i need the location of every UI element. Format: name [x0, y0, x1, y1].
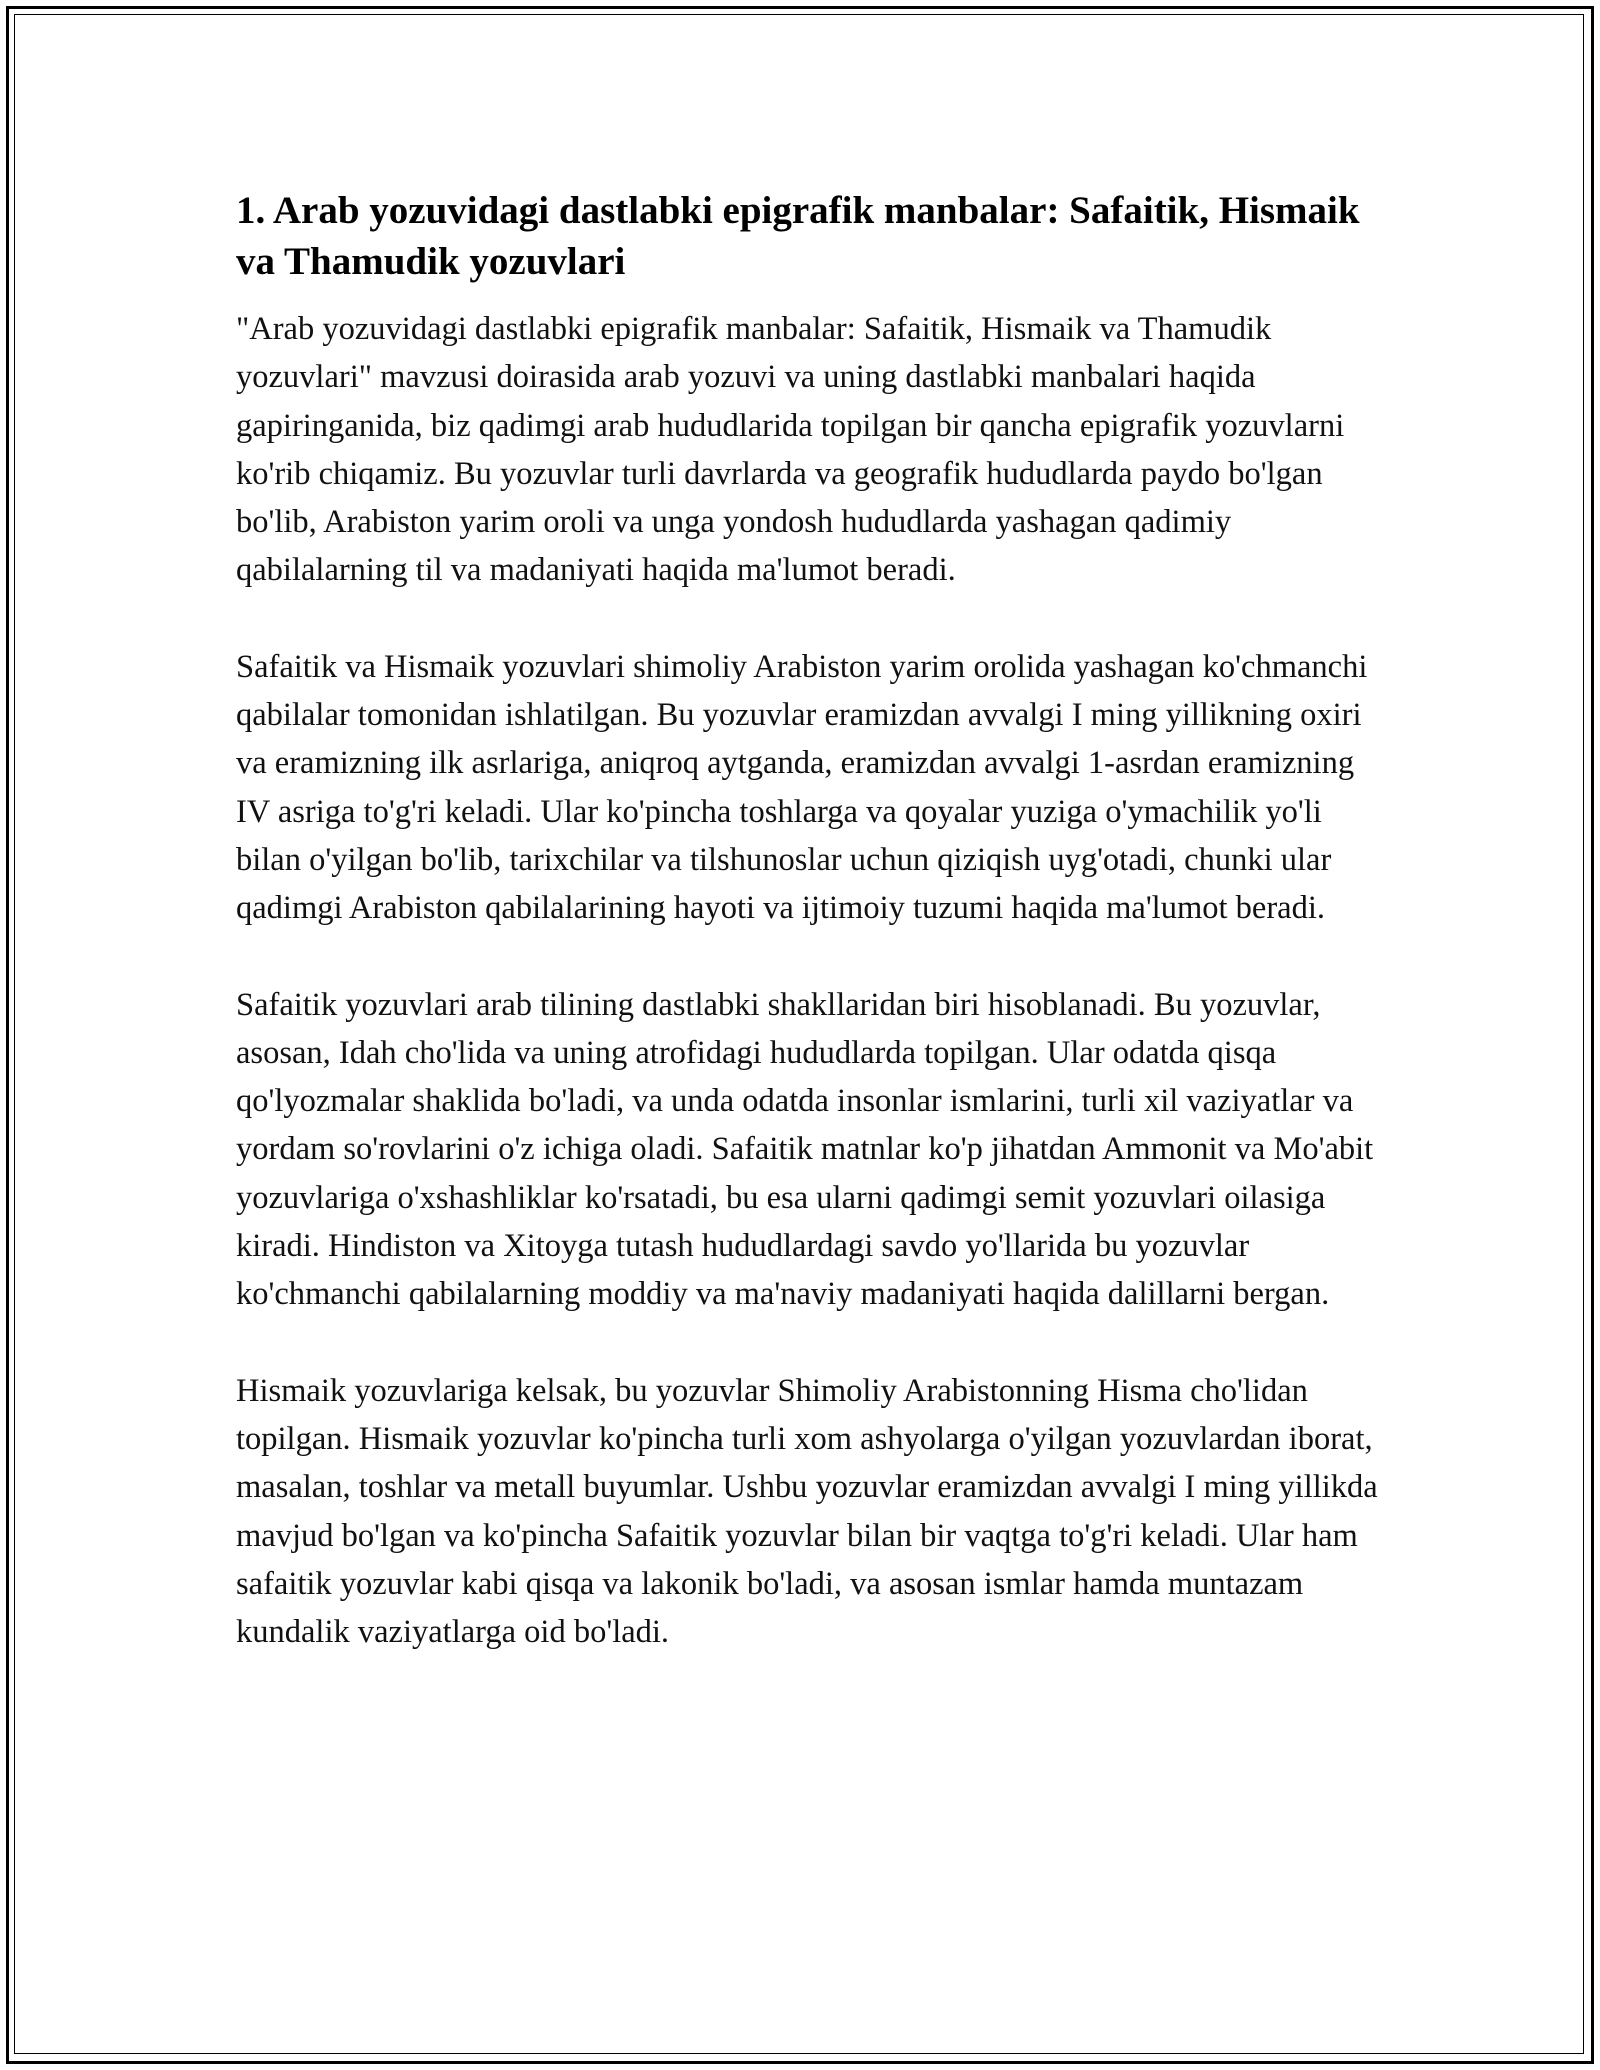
paragraph-hismaik: Hismaik yozuvlariga kelsak, bu yozuvlar Shimoliy Arabistonning Hisma cho'lidan topilgan. Hismaik yozuvlar ko'pincha turli xom ashyolarga o'yilgan yozuvlardan iborat, masalan, toshlar va metall buyumlar. Ushbu yozuvlar eramizdan avvalgi I ming yillikda mavjud bo'lgan va ko'pincha Safaitik yozuvlar bilan bir vaqtga to'g'ri keladi. Ular ham safaitik yozuvlar kabi qisqa va lakonik bo'ladi, va asosan ismlar hamda muntazam kundalik vaziyatlarga oid bo'ladi.: [236, 1372, 1378, 1651]
section-heading: 1. Arab yozuvidagi dastlabki epigrafik manbalar: Safaitik, Hismaik va Thamudik yozuvlari: [236, 189, 1360, 283]
paragraph-safaitik-hismaik: Safaitik va Hismaik yozuvlari shimoliy Arabiston yarim orolida yashagan ko'chmanchi qabilalar tomonidan ishlatilgan. Bu yozuvlar eramizdan avvalgi I ming yillikning oxiri va eramizning ilk asrlariga, aniqroq aytganda, eramizdan avvalgi 1-asrdan eramizning IV asriga to'g'ri keladi. Ular ko'pincha toshlarga va qoyalar yuziga o'ymachilik yo'li bilan o'yilgan bo'lib, tarixchilar va tilshunoslar uchun qiziqish uyg'otadi, chunki ular qadimgi Arabiston qabilalarining hayoti va ijtimoiy tuzumi haqida ma'lumot beradi.: [236, 648, 1368, 927]
paragraph-safaitik: Safaitik yozuvlari arab tilining dastlabki shakllaridan biri hisoblanadi. Bu yozuvlar, asosan, Idah cho'lida va uning atrofidagi hududlarda topilgan. Ular odatda qisqa qo'lyozmalar shaklida bo'ladi, va unda odatda insonlar ismlarini, turli xil vaziyatlar va yordam so'rovlarini o'z ichiga oladi. Safaitik matnlar ko'p jihatdan Ammonit va Mo'abit yozuvlariga o'xshashliklar ko'rsatadi, bu esa ularni qadimgi semit yozuvlari oilasiga kiradi. Hindiston va Xitoyga tutash hududlardagi savdo yo'llarida bu yozuvlar ko'chmanchi qabilalarning moddiy va ma'naviy madaniyati haqida dalillarni bergan.: [236, 986, 1374, 1313]
paragraph-intro: "Arab yozuvidagi dastlabki epigrafik manbalar: Safaitik, Hismaik va Thamudik yozuvlari" mavzusi doirasida arab yozuvi va uning dastlabki manbalari haqida gapiringanida, biz qadimgi arab hududlarida topilgan bir qancha epigrafik yozuvlarni ko'rib chiqamiz. Bu yozuvlar turli davrlarda va geografik hududlarda paydo bo'lgan bo'lib, Arabiston yarim oroli va unga yondosh hududlarda yashagan qadimiy qabilalarning til va madaniyati haqida ma'lumot beradi.: [236, 311, 1345, 589]
document-body: [236, 185, 1386, 1656]
